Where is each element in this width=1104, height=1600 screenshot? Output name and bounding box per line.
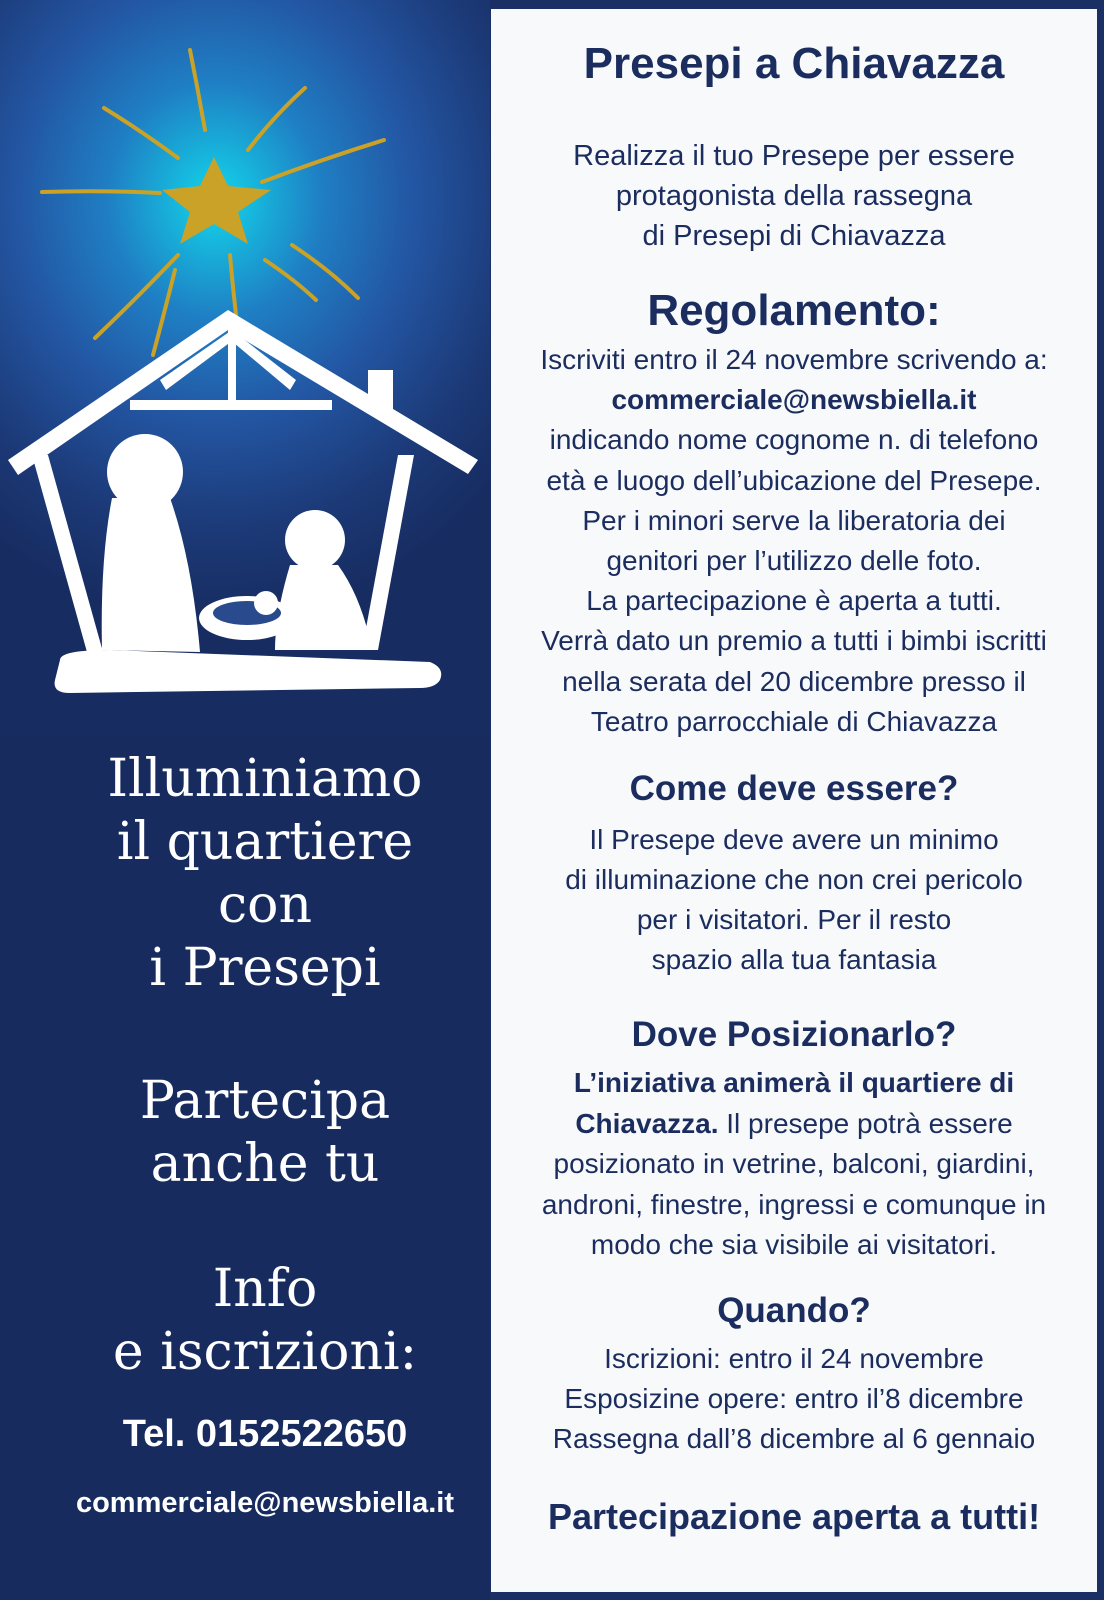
how-line: per i visitatori. Per il resto — [636, 904, 952, 935]
where-rest: Il presepe potrà essere — [718, 1107, 1013, 1139]
nativity-icon — [8, 310, 478, 693]
cta-line: Partecipa — [139, 1071, 391, 1131]
rules-email[interactable]: commerciale@newsbiella.it — [611, 384, 977, 416]
when-text — [491, 1339, 1097, 1459]
intro-text — [491, 136, 1097, 256]
info-line: Info — [212, 1259, 318, 1319]
rules-line: Iscriviti entro il 24 novembre scrivendo a: — [540, 344, 1048, 375]
page-title: Presepi a Chiavazza — [583, 39, 1005, 88]
when-line: Iscrizioni: entro il 24 novembre — [604, 1343, 984, 1374]
slogan — [20, 748, 510, 1000]
nativity-illustration — [0, 0, 490, 735]
rules-line: La partecipazione è aperta a tutti. — [586, 585, 1002, 617]
where-line-mixed — [491, 1104, 1097, 1145]
where-heading: Dove Posizionarlo? — [631, 1015, 957, 1054]
right-panel — [491, 9, 1097, 1592]
rules-line: Teatro parrocchiale di Chiavazza — [590, 705, 998, 737]
when-line: Rassegna dall’8 dicembre al 6 gennaio — [552, 1423, 1036, 1454]
rules-line: Verrà dato un premio a tutti i bimbi iscritti — [541, 625, 1047, 657]
intro-line: protagonista della rassegna — [615, 180, 973, 212]
rules-line: età e luogo dell’ubicazione del Presepe. — [546, 464, 1042, 496]
where-line: posizionato in vetrine, balconi, giardini, — [553, 1148, 1035, 1179]
rules-line: genitori per l’utilizzo delle foto. — [606, 545, 982, 577]
star-icon — [162, 157, 271, 244]
info-heading — [20, 1258, 510, 1384]
call-to-action — [20, 1070, 510, 1196]
where-bold-1: L’iniziativa animerà il quartiere di — [573, 1067, 1015, 1098]
slogan-line: Illuminiamo — [107, 749, 423, 809]
intro-line: di Presepi di Chiavazza — [642, 220, 946, 252]
slogan-line: i Presepi — [149, 938, 381, 998]
slogan-line: con — [218, 875, 312, 935]
where-line-bold — [491, 1063, 1097, 1104]
phone-number[interactable]: Tel. 0152522650 — [122, 1413, 408, 1455]
when-line: Esposizine opere: entro il’8 dicembre — [564, 1383, 1024, 1414]
info-line: e iscrizioni: — [112, 1322, 418, 1382]
how-line: Il Presepe deve avere un minimo — [589, 824, 999, 855]
how-line: di illuminazione che non crei pericolo — [565, 864, 1023, 895]
when-heading: Quando? — [717, 1291, 871, 1330]
how-heading: Come deve essere? — [629, 769, 959, 808]
footer-tagline: Partecipazione aperta a tutti! — [547, 1496, 1041, 1537]
where-line: androni, finestre, ingressi e comunque in — [541, 1188, 1047, 1220]
rules-line: indicando nome cognome n. di telefono — [549, 424, 1039, 456]
rules-line: Per i minori serve la liberatoria dei — [582, 504, 1006, 536]
slogan-line: il quartiere — [116, 812, 414, 872]
intro-line: Realizza il tuo Presepe per essere — [573, 140, 1015, 172]
rules-line: nella serata del 20 dicembre presso il — [562, 665, 1026, 697]
how-line: spazio alla tua fantasia — [651, 944, 937, 975]
rules-text — [491, 340, 1097, 742]
rules-heading: Regolamento: — [647, 286, 941, 335]
where-bold-2: Chiavazza. — [575, 1107, 719, 1139]
where-text — [491, 1063, 1097, 1266]
cta-line: anche tu — [150, 1134, 380, 1194]
where-line: modo che sia visibile ai visitatori. — [590, 1229, 998, 1260]
contact-email[interactable]: commerciale@newsbiella.it — [75, 1487, 455, 1519]
how-text — [491, 820, 1097, 980]
